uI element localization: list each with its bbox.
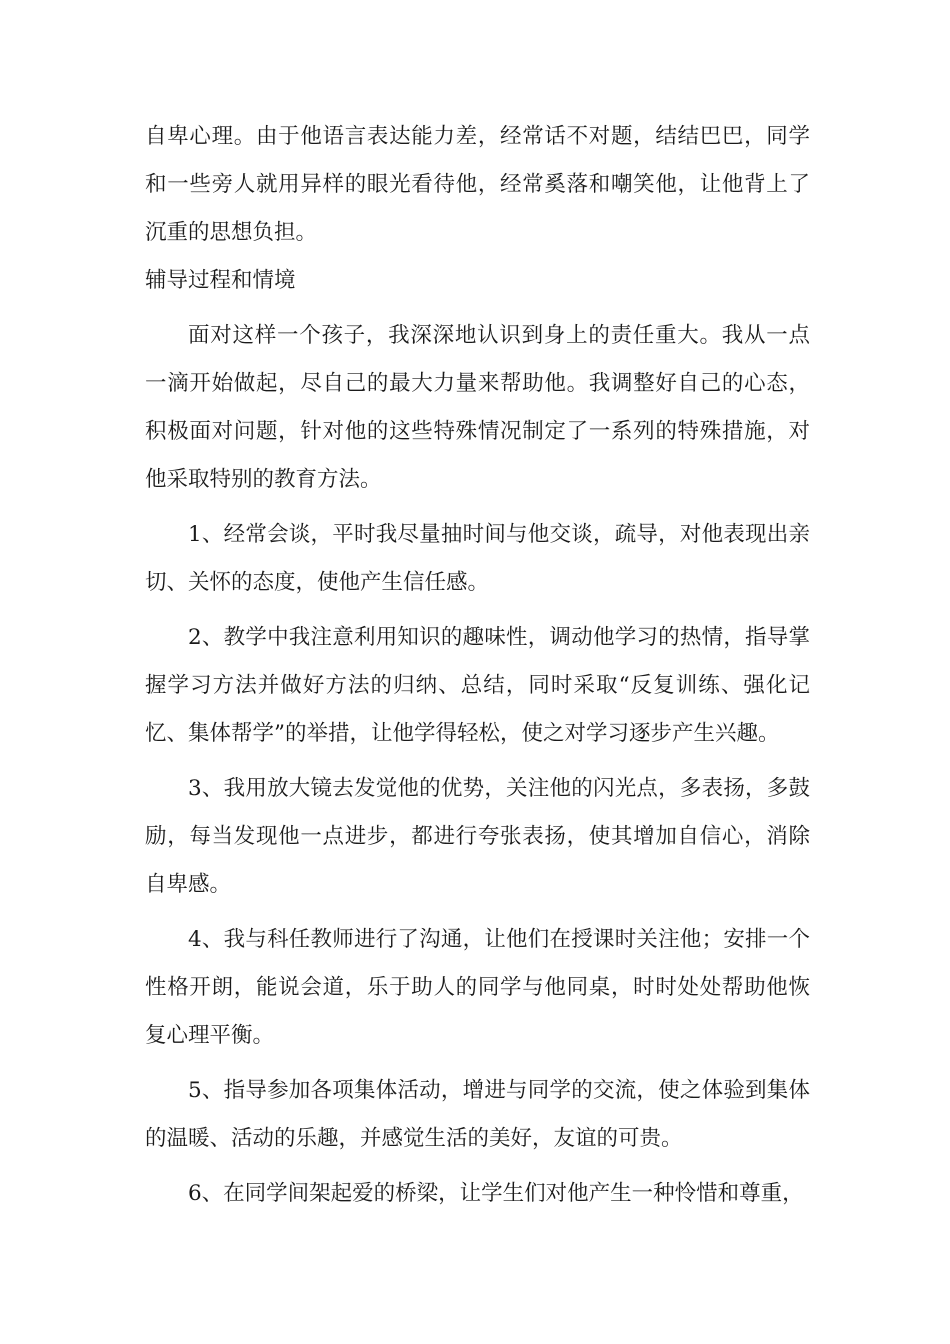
list-item: 3、我用放大镜去发觉他的优势，关注他的闪光点，多表扬，多鼓励，每当发现他一点进步，都进行夸张表扬，使其增加自信心，消除自卑感。 (145, 776, 810, 897)
intro-paragraph: 面对这样一个孩子，我深深地认识到身上的责任重大。我从一点一滴开始做起，尽自己的最大力量来帮助他。我调整好自己的心态，积极面对问题，针对他的这些特殊情况制定了一系列的特殊措施，对他采取特别的教育方法。 (145, 323, 810, 492)
list-item: 2、教学中我注意利用知识的趣味性，调动他学习的热情，指导掌握学习方法并做好方法的归纳、总结，同时采取“反复训练、强化记忆、集体帮学”的举措，让他学得轻松，使之对学习逐步产生兴趣。 (145, 625, 810, 746)
section-heading: 辅导过程和情境 (145, 268, 296, 293)
document-page (145, 113, 810, 1218)
list-item: 5、指导参加各项集体活动，增进与同学的交流，使之体验到集体的温暖、活动的乐趣，并感觉生活的美好，友谊的可贵。 (145, 1078, 810, 1151)
list-item: 1、经常会谈，平时我尽量抽时间与他交谈，疏导，对他表现出亲切、关怀的态度，使他产生信任感。 (145, 522, 810, 595)
list-item: 4、我与科任教师进行了沟通，让他们在授课时关注他；安排一个性格开朗，能说会道，乐于助人的同学与他同桌，时时处处帮助他恢复心理平衡。 (145, 927, 810, 1048)
continuation-paragraph: 自卑心理。由于他语言表达能力差，经常话不对题，结结巴巴，同学和一些旁人就用异样的眼光看待他，经常奚落和嘲笑他，让他背上了沉重的思想负担。 (145, 124, 810, 245)
list-item: 6、在同学间架起爱的桥梁，让学生们对他产生一种怜惜和尊重， (188, 1181, 804, 1206)
